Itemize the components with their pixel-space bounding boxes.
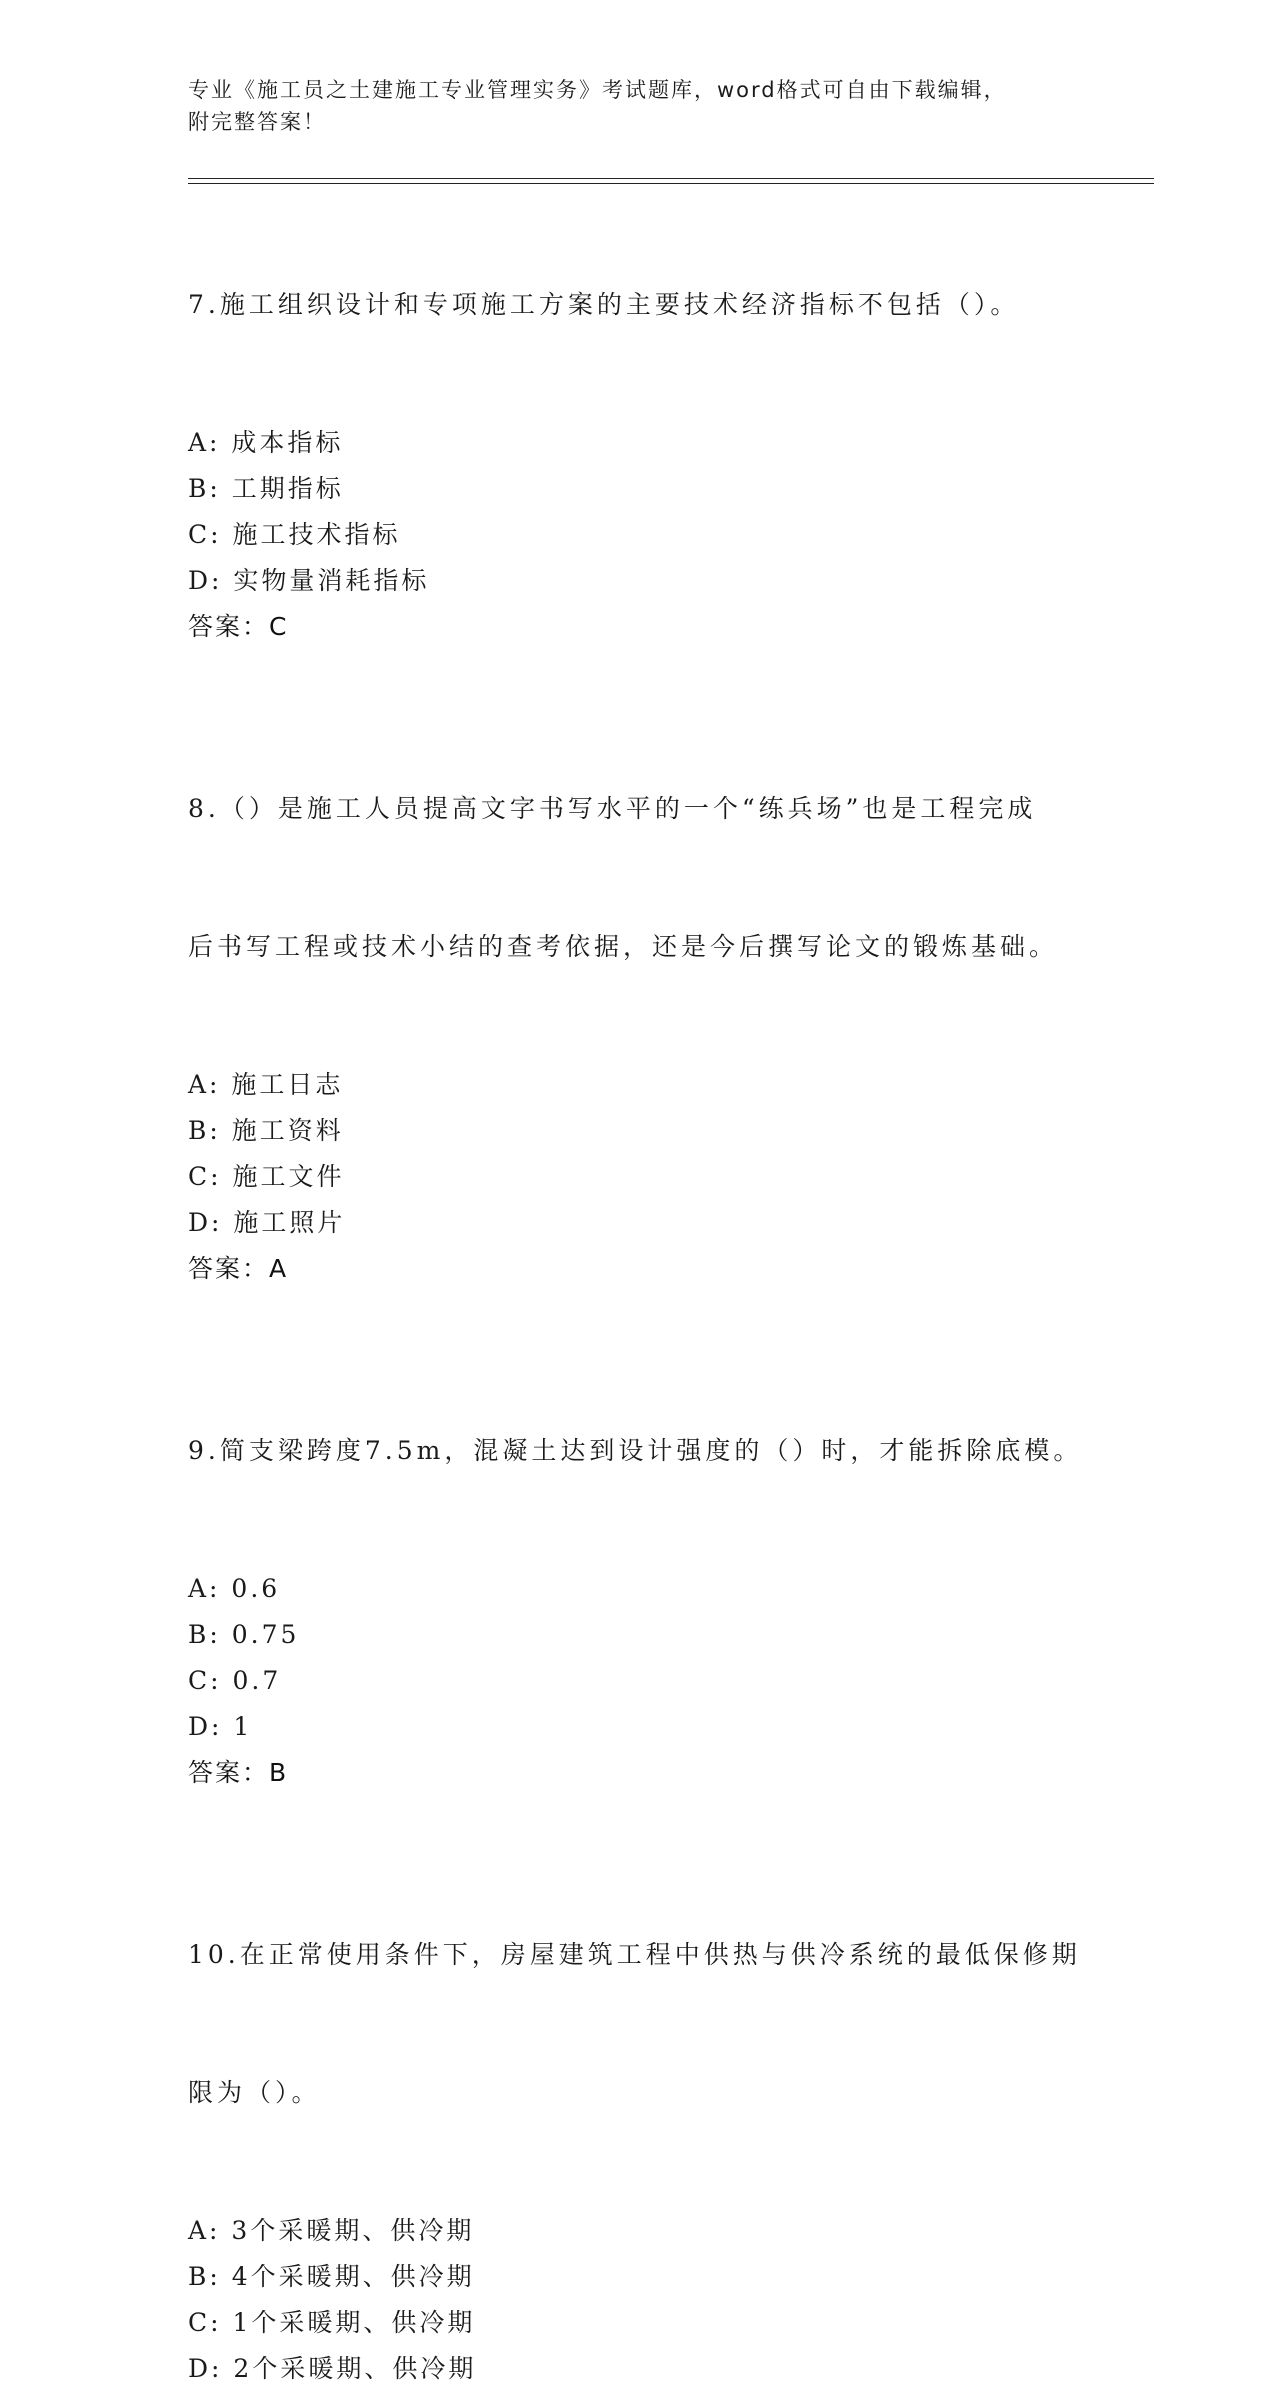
option-a: A: 施工日志 [188,1070,344,1099]
option-b: B: 工期指标 [188,474,344,503]
option-c: C: 0.7 [188,1666,282,1695]
header-divider-top [188,178,1154,179]
question-line: 限为（）。 [188,2078,321,2107]
spacer [188,1292,1088,1336]
answer-label: 答案：C [188,612,289,641]
answer-label: 答案：A [188,1254,289,1283]
option-c: C: 施工技术指标 [188,520,401,549]
question-10 [188,1840,1088,2392]
option-c: C: 1个采暖期、供冷期 [188,2308,476,2337]
document-header [188,74,1068,138]
option-d: D: 2个采暖期、供冷期 [188,2354,477,2383]
question-text [188,694,1088,1062]
question-text [188,190,1088,420]
header-line-1: 专业《施工员之土建施工专业管理实务》考试题库，word格式可自由下载编辑， [188,78,1007,102]
question-line: 9.简支梁跨度7.5m，混凝土达到设计强度的（）时，才能拆除底模。 [188,1436,1083,1465]
spacer [188,650,1088,694]
option-b: B: 0.75 [188,1620,300,1649]
question-7 [188,190,1088,650]
question-line: 10.在正常使用条件下，房屋建筑工程中供热与供冷系统的最低保修期 [188,1940,1081,1969]
answer-label: 答案：B [188,1758,289,1787]
option-d: D: 实物量消耗指标 [188,566,430,595]
question-line: 后书写工程或技术小结的查考依据，还是今后撰写论文的锻炼基础。 [188,932,1059,961]
option-a: A: 3个采暖期、供冷期 [188,2216,475,2245]
option-d: D: 施工照片 [188,1208,346,1237]
question-9 [188,1336,1088,1796]
option-b: B: 4个采暖期、供冷期 [188,2262,475,2291]
option-d: D: 1 [188,1712,253,1741]
question-text [188,1840,1088,2208]
option-a: A: 0.6 [188,1574,281,1603]
question-list [188,190,1088,2392]
option-a: A: 成本指标 [188,428,344,457]
option-c: C: 施工文件 [188,1162,345,1191]
header-line-2: 附完整答案！ [188,110,326,134]
question-text [188,1336,1088,1566]
spacer [188,1796,1088,1840]
option-b: B: 施工资料 [188,1116,344,1145]
question-8 [188,694,1088,1292]
header-divider-bottom [188,183,1154,184]
question-line: 8.（）是施工人员提高文字书写水平的一个“练兵场”也是工程完成 [188,794,1037,823]
question-line: 7.施工组织设计和专项施工方案的主要技术经济指标不包括（）。 [188,290,1020,319]
